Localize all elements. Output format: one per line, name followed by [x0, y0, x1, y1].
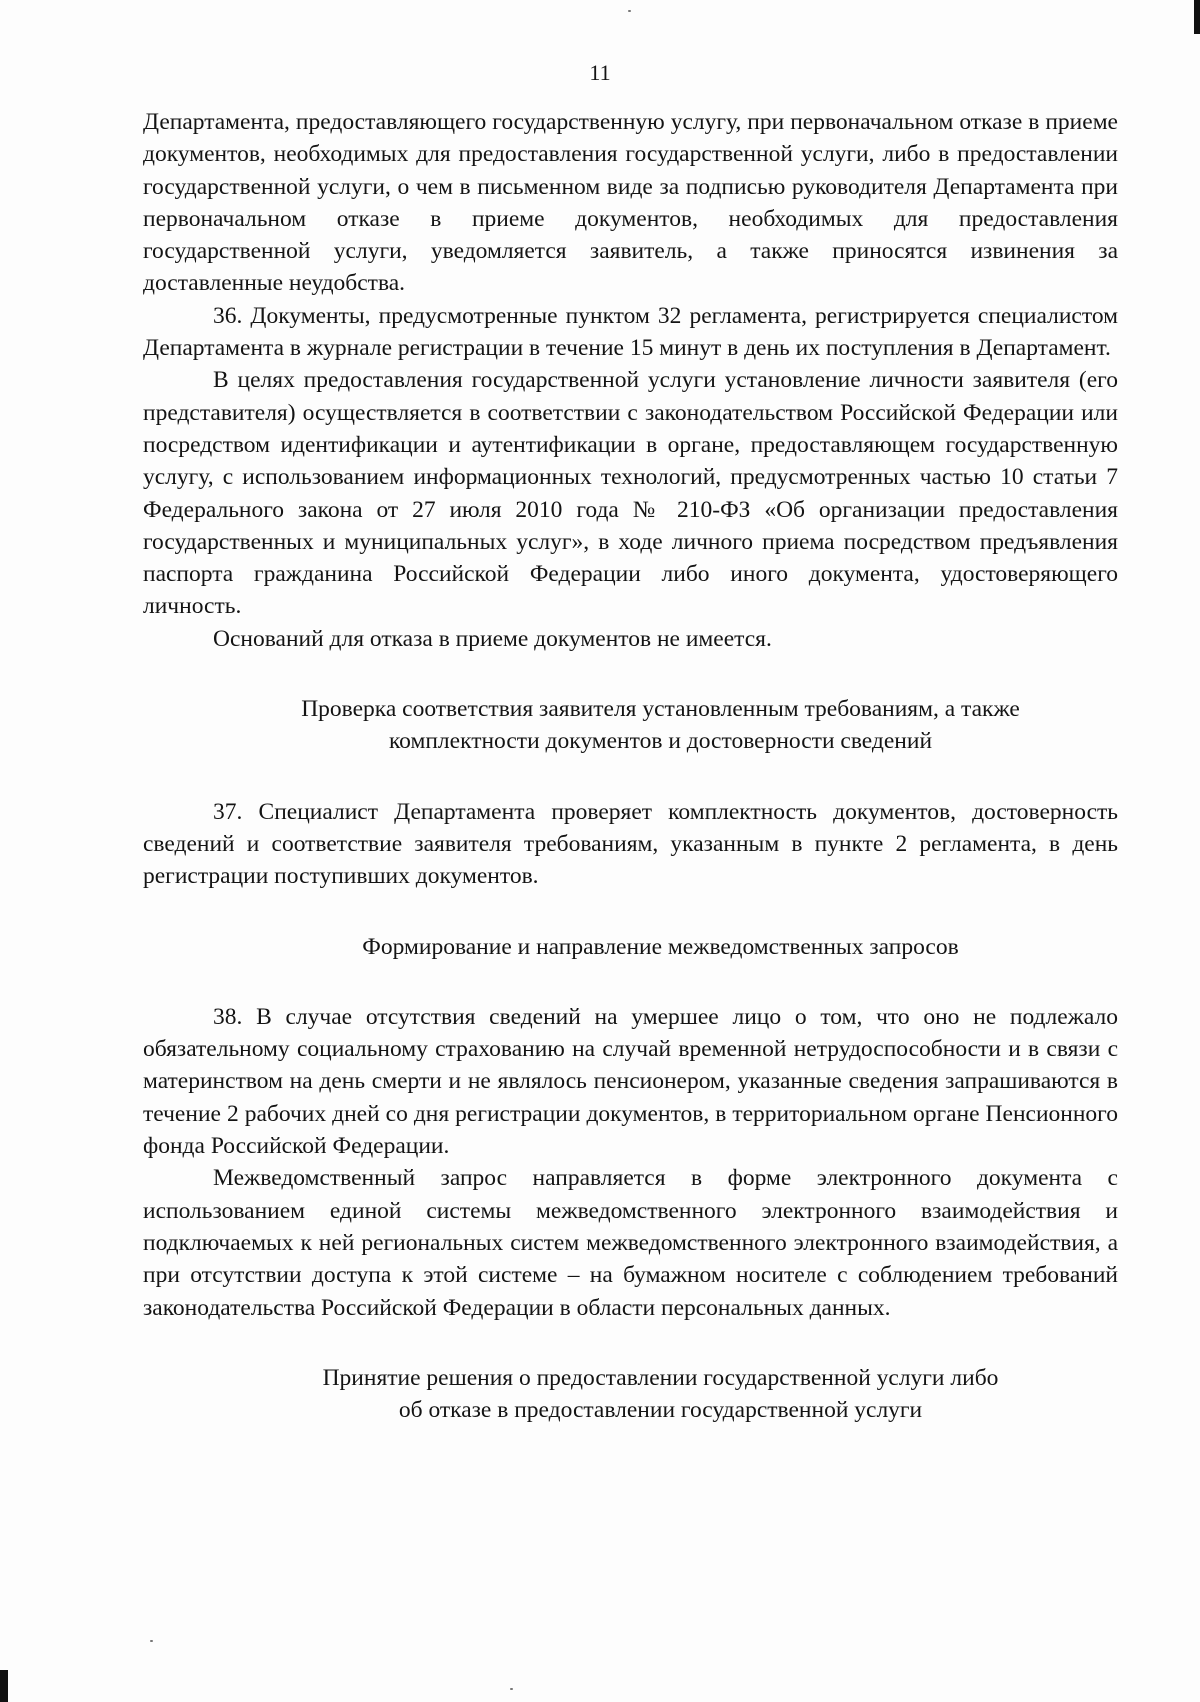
heading-line: комплектности документов и достоверности сведений	[388, 728, 933, 755]
scan-speck	[628, 10, 631, 12]
paragraph-continuation: Департамента, предоставляющего государственную услугу, при первоначальном отказе в приеме документов, необходимых для предоставления государственной услуги, либо в предоставлении государственной услуги, о чем в письменном виде за подписью руководителя Департамента при первоначальном отказе в приеме документов, необходимых для предоставления государственной услуги, уведомляется заявитель, а также приносятся извинения за доставленные неудобства.	[143, 109, 1118, 297]
heading-line: Проверка соответствия заявителя установленным требованиям, а также	[301, 696, 1020, 723]
scan-speck	[510, 1688, 513, 1690]
section-heading-decision	[143, 1362, 1118, 1427]
scan-edge-mark	[0, 1670, 8, 1702]
scan-edge-mark	[1194, 0, 1200, 34]
heading-line: об отказе в предоставлении государственной услуги	[398, 1397, 923, 1424]
spacer	[143, 655, 1118, 693]
paragraph-38: 38. В случае отсутствия сведений на умершее лицо о том, что оно не подлежало обязательному социальному страхованию на случай временной нетрудоспособности и в связи с материнством на день смерти и не являлось пенсионером, указанные сведения запрашиваются в течение 2 рабочих дней со дня регистрации документов, в территориальном органе Пенсионного фонда Российской Федерации.	[143, 1003, 1118, 1160]
heading-line: Принятие решения о предоставлении государственной услуги либо	[322, 1364, 999, 1391]
paragraph-interagency-request: Межведомственный запрос направляется в форме электронного документа с использованием единой системы межведомственного электронного взаимодействия и подключаемых к ней региональных систем межведомственного электронного взаимодействия, а при отсутствии доступа к этой системе – на бумажном носителе с соблюдением требований законодательства Российской Федерации в области персональных данных.	[143, 1165, 1118, 1321]
spacer	[143, 1324, 1118, 1362]
document-body	[143, 106, 1118, 1426]
scan-speck	[150, 1640, 153, 1642]
paragraph-identity: В целях предоставления государственной услуги установление личности заявителя (его представителя) осуществляется в соответствии с законодательством Российской Федерации или посредством идентификации и аутентификации в органе, предоставляющем государственную услугу, с использованием информационных технологий, предусмотренных частью 10 статьи 7 Федерального закона от 27 июля 2010 года № 210-ФЗ «Об организации предоставления государственных и муниципальных услуг», в ходе личного приема посредством предъявления паспорта гражданина Российской Федерации либо иного документа, удостоверяющего личность.	[143, 367, 1118, 620]
paragraph-36: 36. Документы, предусмотренные пунктом 32 регламента, регистрируется специалистом Департамента в журнале регистрации в течение 15 минут в день их поступления в Департамент.	[143, 302, 1118, 362]
spacer	[143, 963, 1118, 1001]
spacer	[143, 893, 1118, 931]
section-heading-verification	[143, 693, 1118, 758]
spacer	[143, 758, 1118, 796]
page-number: 11	[589, 60, 611, 85]
paragraph-no-grounds: Оснований для отказа в приеме документов не имеется.	[213, 625, 772, 652]
section-heading-requests: Формирование и направление межведомственных запросов	[362, 933, 959, 960]
paragraph-37: 37. Специалист Департамента проверяет комплектность документов, достоверность сведений и соответствие заявителя требованиям, указанным в пункте 2 регламента, в день регистрации поступивших документов.	[143, 798, 1118, 890]
